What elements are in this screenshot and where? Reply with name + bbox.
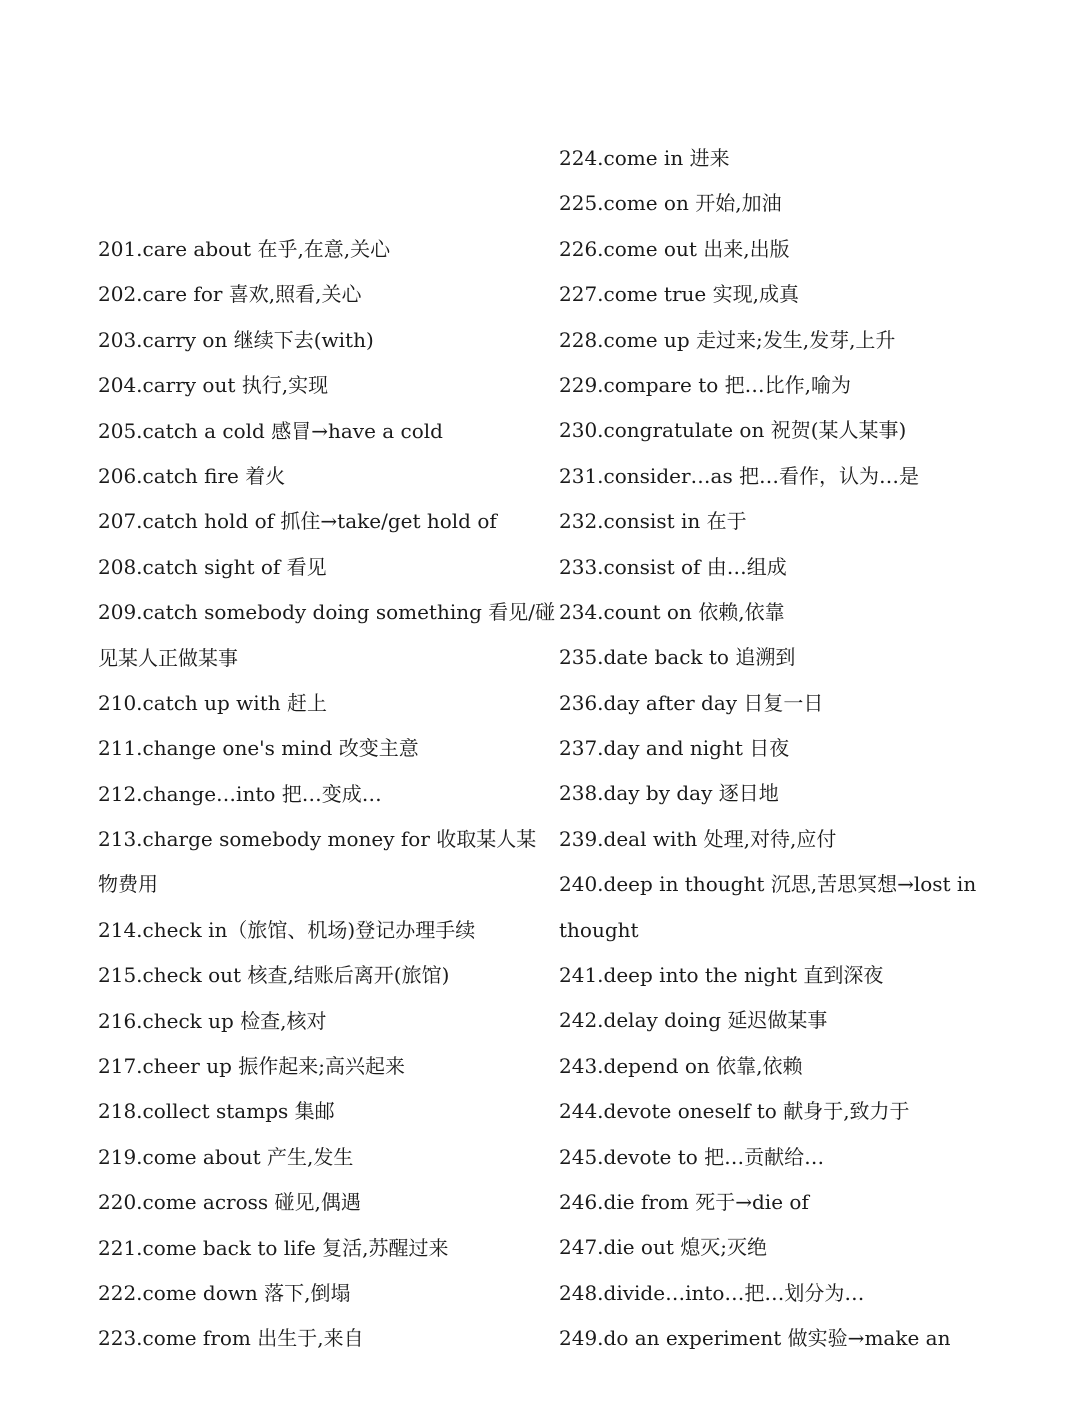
phrase-line: 235.date back to 追溯到 bbox=[559, 645, 796, 670]
phrase-line: 219.come about 产生,发生 bbox=[98, 1144, 354, 1169]
phrase-line: 203.carry on 继续下去(with) bbox=[98, 327, 374, 352]
phrase-line: 201.care about 在乎,在意,关心 bbox=[98, 237, 391, 261]
phrase-line: 231.consider…as 把…看作，认为…是 bbox=[559, 463, 920, 488]
phrase-line-continuation: 物费用 bbox=[98, 872, 158, 897]
phrase-line: 245.devote to 把…贡献给… bbox=[559, 1144, 825, 1169]
phrase-line: 227.come true 实现,成真 bbox=[559, 282, 799, 307]
phrase-line: 236.day after day 日复一日 bbox=[559, 690, 824, 715]
phrase-line: 247.die out 熄灭;灭绝 bbox=[559, 1235, 767, 1260]
phrase-line: 244.devote oneself to 献身于,致力于 bbox=[559, 1099, 910, 1124]
phrase-line: 204.carry out 执行,实现 bbox=[98, 373, 329, 398]
phrase-line: 209.catch somebody doing something 看见/碰 bbox=[98, 600, 556, 625]
phrase-line: 241.deep into the night 直到深夜 bbox=[559, 963, 884, 988]
phrase-line: 223.come from 出生于,来自 bbox=[98, 1326, 364, 1351]
phrase-line: 240.deep in thought 沉思,苦思冥想→lost in bbox=[559, 872, 977, 897]
phrase-line: 228.come up 走过来;发生,发芽,上升 bbox=[559, 327, 896, 352]
phrase-line: 216.check up 检查,核对 bbox=[98, 1008, 327, 1033]
phrase-line: 243.depend on 依靠,依赖 bbox=[559, 1053, 803, 1078]
phrase-line: 246.die from 死于→die of bbox=[559, 1189, 809, 1214]
phrase-line: 220.come across 碰见,偶遇 bbox=[98, 1190, 361, 1215]
phrase-line: 225.come on 开始,加油 bbox=[559, 191, 782, 216]
phrase-line: 202.care for 喜欢,照看,关心 bbox=[98, 282, 362, 307]
phrase-line: 213.charge somebody money for 收取某人某 bbox=[98, 827, 537, 852]
phrase-line: 206.catch fire 着火 bbox=[98, 463, 286, 488]
phrase-line: 208.catch sight of 看见 bbox=[98, 554, 327, 579]
phrase-line: 230.congratulate on 祝贺(某人某事) bbox=[559, 418, 907, 443]
phrase-line: 210.catch up with 赶上 bbox=[98, 690, 327, 715]
phrase-line: 212.change…into 把…变成… bbox=[98, 781, 382, 806]
phrase-line: 242.delay doing 延迟做某事 bbox=[559, 1008, 828, 1033]
phrase-line: 222.come down 落下,倒塌 bbox=[98, 1280, 351, 1305]
phrase-line: 224.come in 进来 bbox=[559, 146, 730, 170]
phrase-line: 214.check in（旅馆、机场)登记办理手续 bbox=[98, 917, 476, 942]
phrase-line: 217.cheer up 振作起来;高兴起来 bbox=[98, 1054, 405, 1079]
phrase-line: 226.come out 出来,出版 bbox=[559, 236, 790, 261]
phrase-line: 249.do an experiment 做实验→make an bbox=[559, 1326, 951, 1351]
phrase-line: 232.consist in 在于 bbox=[559, 509, 747, 534]
phrase-line: 207.catch hold of 抓住→take/get hold of bbox=[98, 509, 497, 534]
left-phrase-column bbox=[98, 227, 556, 1362]
right-phrase-column bbox=[559, 136, 977, 1362]
phrase-line-continuation: 见某人正做某事 bbox=[98, 645, 238, 670]
phrase-line: 248.divide…into…把…划分为… bbox=[559, 1280, 865, 1305]
phrase-line: 205.catch a cold 感冒→have a cold bbox=[98, 418, 443, 443]
phrase-line-continuation: thought bbox=[559, 917, 639, 942]
phrase-line: 237.day and night 日夜 bbox=[559, 736, 790, 761]
phrase-line: 234.count on 依赖,依靠 bbox=[559, 599, 785, 624]
phrase-line: 239.deal with 处理,对待,应付 bbox=[559, 826, 837, 851]
phrase-line: 233.consist of 由…组成 bbox=[559, 554, 787, 579]
phrase-line: 218.collect stamps 集邮 bbox=[98, 1099, 335, 1124]
phrase-line: 229.compare to 把…比作,喻为 bbox=[559, 372, 852, 397]
phrase-line: 215.check out 核查,结账后离开(旅馆) bbox=[98, 963, 450, 988]
phrase-line: 238.day by day 逐日地 bbox=[559, 781, 779, 806]
phrase-line: 211.change one's mind 改变主意 bbox=[98, 736, 419, 761]
phrase-line: 221.come back to life 复活,苏醒过来 bbox=[98, 1235, 449, 1260]
